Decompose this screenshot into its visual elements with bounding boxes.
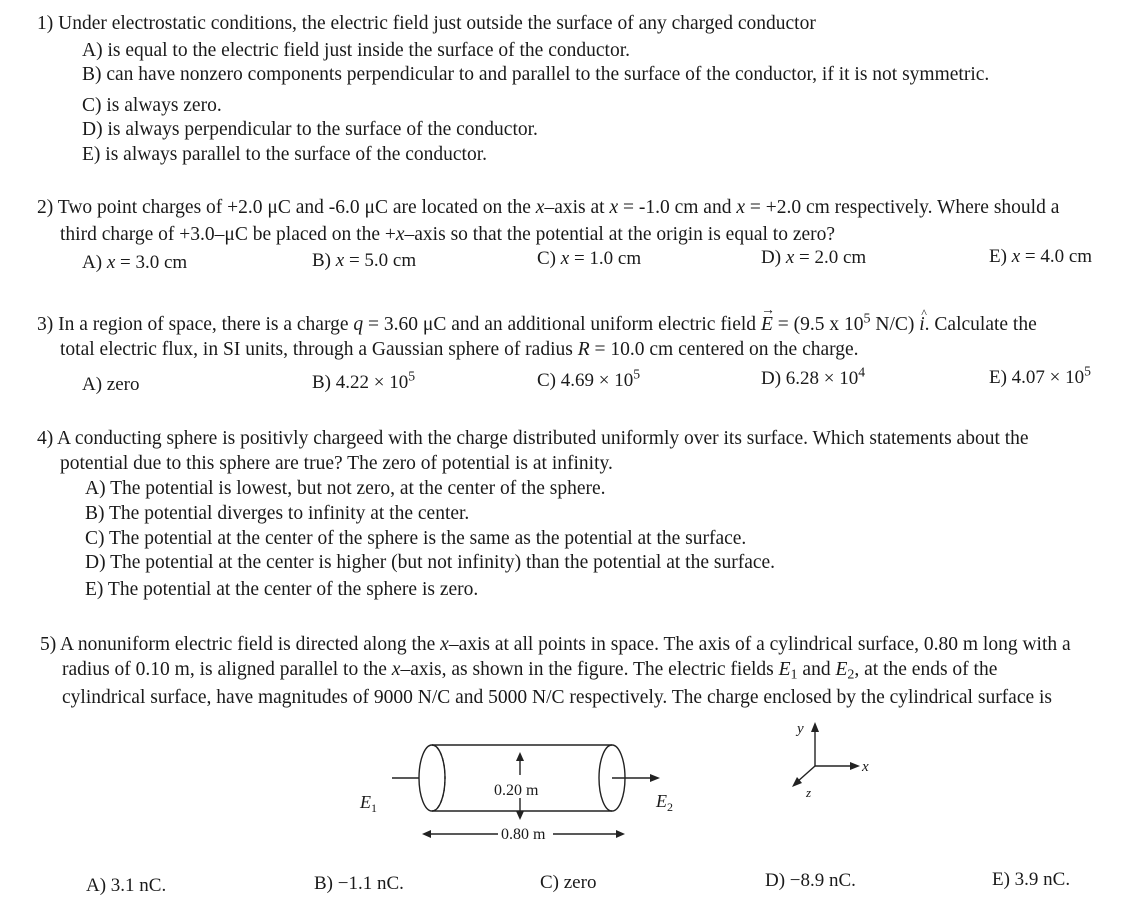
question-4-stem-line-2: potential due to this sphere are true? The zero of potential is at infinity. [60, 453, 613, 474]
question-2-stem-line-1: 2) Two point charges of +2.0 μC and -6.0 μC are located on the x–axis at x = -1.0 cm and x = +2.0 cm respectively. Where should a [37, 197, 1060, 218]
question-5-option-d: D) −8.9 nC. [765, 870, 856, 891]
question-1-option-b: B) can have nonzero components perpendicular to and parallel to the surface of the conductor, if it is not symmetric. [82, 64, 990, 85]
question-3-stem-line-2: total electric flux, in SI units, through a Gaussian sphere of radius R = 10.0 cm centered on the charge. [60, 339, 859, 360]
question-5-option-e: E) 3.9 nC. [992, 869, 1071, 890]
axis-z-label: z [806, 785, 812, 800]
question-3-option-c: C) $4.69 \times 10^5$ [537, 366, 641, 391]
question-1-option-c: C) is always zero. [82, 95, 222, 116]
question-4-option-a: A) The potential is lowest, but not zero, at the center of the sphere. [85, 478, 606, 499]
field-arrow-head [650, 774, 660, 782]
question-1-stem: 1) Under electrostatic conditions, the electric field just outside the surface of any charged conductor [37, 13, 816, 34]
question-4-option-d: D) The potential at the center is higher (but not infinity) than the potential at the surface. [85, 552, 776, 573]
cylinder-left-cap-front [419, 745, 445, 811]
question-4-option-c: C) The potential at the center of the sphere is the same as the potential at the surface. [85, 528, 747, 549]
question-5-option-b: B) −1.1 nC. [314, 873, 404, 894]
question-2-option-b: B) x = 5.0 cm [312, 250, 417, 271]
e1-label: $E_1$ [360, 792, 377, 815]
question-3-option-d: D) $6.28 \times 10^4$ [761, 364, 866, 389]
cylinder-left-cap-back [432, 745, 445, 811]
question-5-option-c: C) zero [540, 872, 597, 893]
e2-label: $E_2$ [656, 791, 673, 814]
question-4-stem-line-1: 4) A conducting sphere is positivly chargeed with the charge distributed uniformly over its surface. Which statements about the [37, 428, 1029, 449]
question-5-stem-line-3: cylindrical surface, have magnitudes of 9000 N/C and 5000 N/C respectively. The charge enclosed by the cylindrical surface is [62, 687, 1053, 708]
question-3-stem-line-1: 3) In a region of space, there is a charge q = 3.60 μC and an additional uniform electric field → E = (9.5 x $10^5$ N/C) ^ i. Calculate the [37, 303, 1037, 335]
coord-z-arrowhead [792, 777, 802, 787]
diameter-label: 0.20 m [494, 782, 539, 799]
diameter-arrowhead-top [516, 752, 524, 761]
question-1-option-e: E) is always parallel to the surface of the conductor. [82, 144, 488, 165]
unit-vector-i-symbol: ^ i [919, 306, 927, 335]
coord-z-axis [797, 766, 815, 782]
question-4-option-b: B) The potential diverges to infinity at the center. [85, 503, 470, 524]
question-3-option-b: B) $4.22 \times 10^5$ [312, 368, 416, 393]
axis-y-label: y [797, 721, 804, 737]
question-2-option-d: D) x = 2.0 cm [761, 247, 867, 268]
coord-y-arrowhead [811, 722, 819, 732]
question-2-option-a: A) x = 3.0 cm [82, 252, 188, 273]
question-4-option-e: E) The potential at the center of the sphere is zero. [85, 579, 479, 600]
question-2-option-e: E) x = 4.0 cm [989, 246, 1093, 267]
question-3-option-a: A) zero [82, 374, 140, 395]
cylinder-right-cap [599, 745, 625, 811]
coord-x-arrowhead [850, 762, 860, 770]
question-5-stem-line-1: 5) A nonuniform electric field is directed along the x–axis at all points in space. The axis of a cylindrical surface, 0.80 m long with a [40, 634, 1071, 655]
length-arrowhead-right [616, 830, 625, 838]
axis-x-label: x [862, 759, 869, 775]
electric-field-vector-symbol: → E [760, 303, 775, 335]
length-arrowhead-left [422, 830, 431, 838]
question-2-option-c: C) x = 1.0 cm [537, 248, 642, 269]
question-1-option-d: D) is always perpendicular to the surface of the conductor. [82, 119, 538, 140]
question-2-stem-line-2: third charge of +3.0–μC be placed on the +x–axis so that the potential at the origin is equal to zero? [60, 224, 836, 245]
question-5-stem-line-2: radius of 0.10 m, is aligned parallel to the x–axis, as shown in the figure. The electric fields $E_1$ and $E_2$, at the ends of the [62, 659, 998, 683]
length-label: 0.80 m [501, 826, 546, 843]
question-3-option-e: E) $4.07 \times 10^5$ [989, 363, 1091, 388]
question-1-option-a: A) is equal to the electric field just inside the surface of the conductor. [82, 40, 630, 61]
diameter-arrowhead-bottom [516, 811, 524, 820]
question-5-option-a: A) 3.1 nC. [86, 875, 167, 896]
